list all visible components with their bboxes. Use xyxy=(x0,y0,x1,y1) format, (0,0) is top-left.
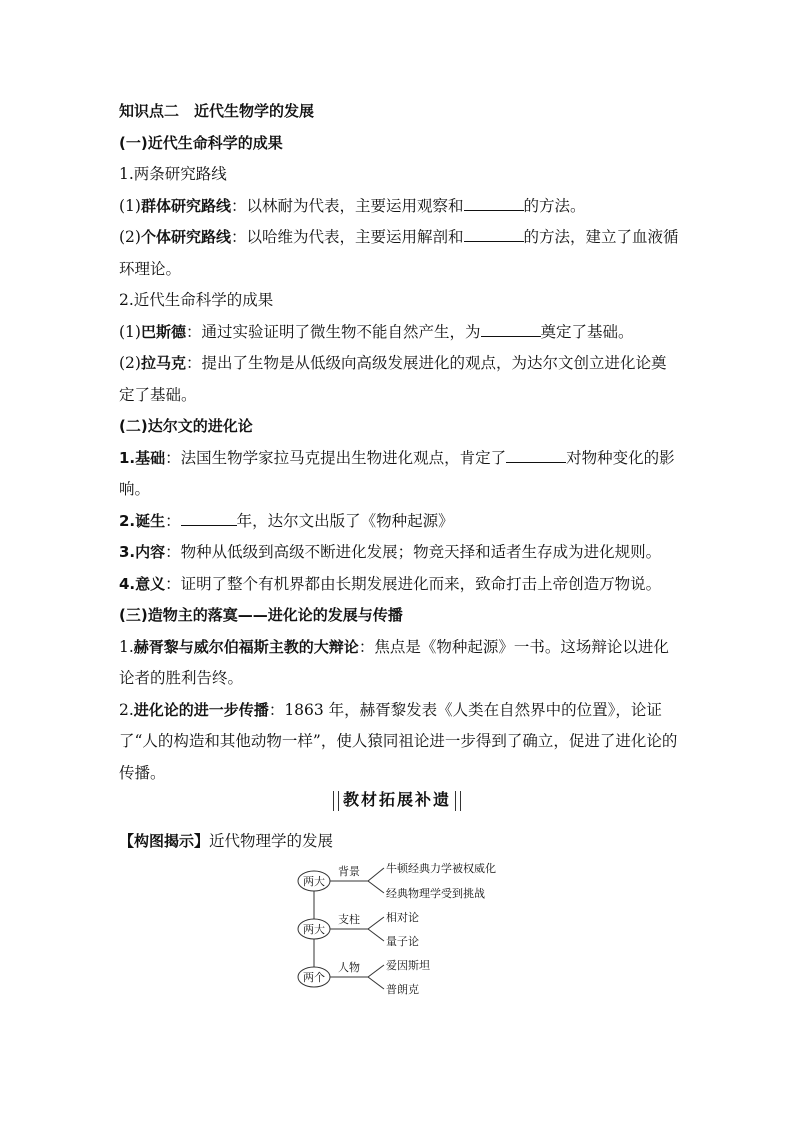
item-text: ：物种从低级到高级不断进化发展；物竞天择和适者生存成为进化规则。 xyxy=(165,543,662,561)
item-keyword: 进化论的进一步传播 xyxy=(133,700,269,719)
item-prefix: (2) xyxy=(119,228,141,246)
part1-heading: (一)近代生命科学的成果 xyxy=(119,133,283,152)
item-keyword: 2.诞生 xyxy=(119,511,166,530)
diagram-title xyxy=(119,828,333,854)
group2-item2: 量子论 xyxy=(386,935,419,948)
branch-line xyxy=(368,965,384,977)
item-keyword: 3.内容 xyxy=(119,543,166,561)
item-text: ：提出了生物是从低级向高级发展进化的观点，为达尔文创立进化论奠定了基础。 xyxy=(119,354,667,404)
branch-line xyxy=(368,881,384,893)
item-text: ：通过实验证明了微生物不能自然产生，为 xyxy=(185,322,481,341)
part1-sub1: 1.两条研究路线 xyxy=(119,165,227,183)
banner-label: 教材拓展补遗 xyxy=(342,790,451,809)
item-prefix: 1. xyxy=(119,637,134,656)
group2-label: 支柱 xyxy=(338,913,360,926)
item-prefix: (2) xyxy=(119,354,141,372)
group1-label: 背景 xyxy=(338,865,360,878)
part1-item2 xyxy=(119,222,679,285)
group3-label: 人物 xyxy=(338,961,360,974)
item-text: ：1863 年，赫胥黎发表《人类在自然界中的位置》，论证了“人的构造和其他动物一样”，使人猿同祖论进一步得到了确立，促进了进化论的传播。 xyxy=(119,700,678,782)
banner-bar-left xyxy=(333,791,339,811)
diagram-tag: 【构图揭示】 xyxy=(119,832,210,850)
branch-line xyxy=(368,977,384,989)
item-keyword: 拉马克 xyxy=(140,354,186,372)
fill-blank[interactable] xyxy=(181,509,237,526)
part1-item3 xyxy=(119,317,679,349)
item-text: ：法国生物学家拉马克提出生物进化观点，肯定了 xyxy=(165,448,507,467)
fill-blank[interactable] xyxy=(481,320,541,337)
part2-item4 xyxy=(119,569,679,601)
item-keyword: 个体研究路线 xyxy=(140,228,231,246)
section-banner xyxy=(0,787,794,811)
document-body xyxy=(119,96,679,789)
fill-blank[interactable] xyxy=(464,194,524,211)
part3-heading: (三)造物主的落寞——进化论的发展与传播 xyxy=(119,606,403,624)
item-prefix: 2. xyxy=(119,700,134,719)
item-text: ： xyxy=(165,511,181,530)
part3-item2 xyxy=(119,695,679,790)
item-text: ：以哈维为代表，主要运用解剖和 xyxy=(230,228,464,246)
branch-line xyxy=(368,868,384,881)
part1-sub2: 2.近代生命科学的成果 xyxy=(119,291,274,309)
item-text: 奠定了基础。 xyxy=(540,322,634,341)
item-keyword: 巴斯德 xyxy=(140,322,186,341)
item-text: 的方法。 xyxy=(523,196,586,215)
part2-heading: (二)达尔文的进化论 xyxy=(119,417,253,435)
item-prefix: (1) xyxy=(119,322,141,341)
part2-item2 xyxy=(119,506,679,538)
physics-mind-map xyxy=(290,855,520,1005)
part2-item1 xyxy=(119,443,679,506)
branch-line xyxy=(368,929,384,941)
item-text: ：焦点是《物种起源》一书。这场辩论以进化论者的胜利告终。 xyxy=(119,637,669,687)
fill-blank[interactable] xyxy=(464,225,524,242)
part3-item1 xyxy=(119,632,679,695)
item-text: 年，达尔文出版了《物种起源》 xyxy=(236,511,454,530)
item-keyword: 1.基础 xyxy=(119,448,166,467)
part1-item4 xyxy=(119,348,679,411)
section-title: 知识点二 近代生物学的发展 xyxy=(119,102,315,120)
item-keyword: 群体研究路线 xyxy=(140,196,231,215)
group1-node: 两大 xyxy=(303,875,325,888)
banner-bar-right xyxy=(455,791,461,811)
group1-item2: 经典物理学受到挑战 xyxy=(386,887,485,900)
group3-node: 两个 xyxy=(303,971,325,984)
branch-line xyxy=(368,917,384,929)
item-prefix: (1) xyxy=(119,196,141,215)
group3-item2: 普朗克 xyxy=(386,983,419,996)
group2-item1: 相对论 xyxy=(386,911,419,924)
part1-item1 xyxy=(119,191,679,223)
group3-item1: 爱因斯坦 xyxy=(386,959,430,972)
group2-node: 两大 xyxy=(303,923,325,936)
group1-item1: 牛顿经典力学被权威化 xyxy=(386,862,496,875)
part2-item3 xyxy=(119,537,679,569)
item-text: ：证明了整个有机界都由长期发展进化而来，致命打击上帝创造万物说。 xyxy=(165,574,662,593)
item-keyword: 4.意义 xyxy=(119,574,166,593)
item-keyword: 赫胥黎与威尔伯福斯主教的大辩论 xyxy=(133,637,359,656)
item-text: ：以林耐为代表，主要运用观察和 xyxy=(230,196,464,215)
item-text: 对物种变化的影响。 xyxy=(119,448,675,498)
diagram-caption: 近代物理学的发展 xyxy=(209,832,334,850)
fill-blank[interactable] xyxy=(506,446,566,463)
item-text: 的方法，建立了血液循环理论。 xyxy=(119,228,679,278)
